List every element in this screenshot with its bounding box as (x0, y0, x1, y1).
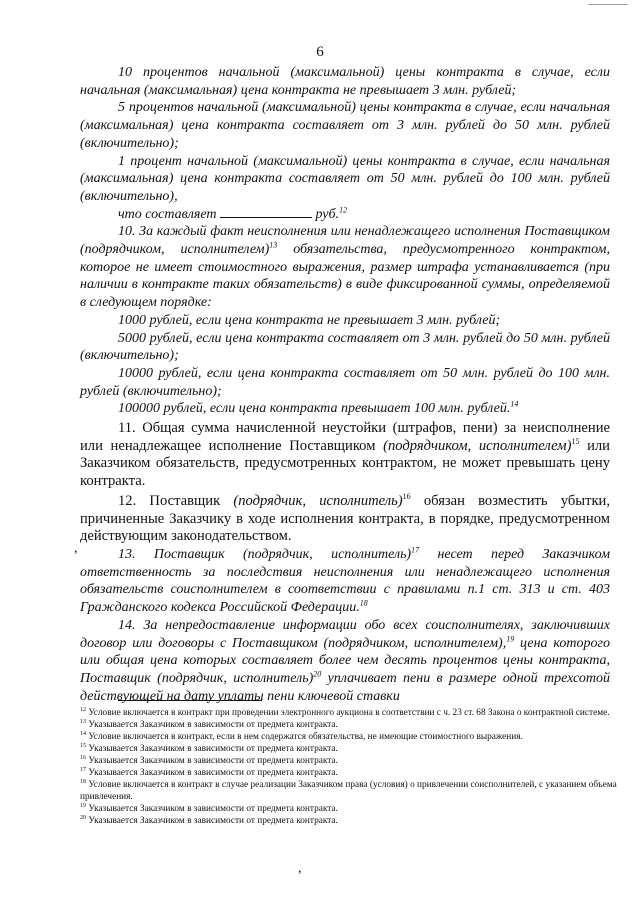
footnote (80, 755, 620, 767)
footnote (80, 779, 620, 803)
clause-12-italic: (подрядчик, исполнитель) (233, 492, 403, 509)
document-body (80, 64, 610, 705)
footnote (80, 731, 620, 743)
clause-11-part-a: 11. Общая сумма начисленной неустойки (штрафов, пени) за неисполнение или ненадлежащее исполнение Поставщиком (80, 420, 610, 454)
footnote-separator (118, 700, 262, 701)
footnote (80, 743, 620, 755)
footnote-number: 16 (80, 754, 86, 761)
scan-edge-mark (588, 4, 628, 5)
clause-penalty-1pct: 1 процент начальной (максимальной) цены контракта в случае, если начальная (максимальная) цена контракта составляет от 50 млн. рублей до 100 млн. рублей (включительно), (80, 153, 610, 204)
clause-12-part-a: 12. Поставщик (118, 492, 234, 509)
clause-12-part-b: обязан возместить убытки, причиненные Заказчику в ходе исполнения контракта, в порядке, предусмотренном действующим законодательством. (80, 492, 611, 545)
clause-12 (80, 493, 610, 546)
clause-penalty-10pct: 10 процентов начальной (максимальной) цены контракта в случае, если начальная (максимальная) цена контракта не превышает 3 млн. рублей; (80, 65, 610, 98)
footnote-number: 17 (80, 766, 86, 773)
footnote-ref: 19 (506, 633, 515, 643)
fine-item: 10000 рублей, если цена контракта составляет от 50 млн. рублей до 100 млн. рублей (включительно); (80, 365, 610, 399)
footnote-text: Условие включается в контракт при проведении электронного аукциона в соответствии с ч. 23 ст. 68 Закона о контрактной системе. (88, 708, 610, 718)
footnote-text: Указывается Заказчиком в зависимости от предмета контракта. (88, 768, 338, 778)
footnote-ref: 13 (269, 240, 278, 250)
clause-10-part-b: обязательства, предусмотренного контрактом, которое не имеет стоимостного выражения, размер штрафа устанавливается (при наличии в контракте таких обязательств) в виде фиксированной суммы, определяемой в следующем порядке: (80, 242, 610, 311)
fine-item-last (80, 400, 610, 418)
clause-10 (80, 223, 610, 312)
clause-13-part-b: несет перед Заказчиком ответственность за последствия неисполнения или ненадлежащего исполнения обязательств соисполнителем в соответствии с правилами п.1 ст. 313 и ст. 403 Гражданского кодекса Российской Федерации. (80, 546, 610, 616)
clause-13-part-a: 13. Поставщик (подрядчик, исполнитель) (118, 546, 412, 562)
footnote-number: 12 (80, 706, 86, 713)
clause-13 (80, 546, 610, 617)
footnote-text: Условие включается в контракт, если в нем содержатся обязательства, не имеющие стоимостного выражения. (88, 732, 523, 742)
footnote (80, 767, 620, 779)
footnote-ref: 17 (411, 545, 420, 555)
footnote (80, 815, 620, 827)
footnote-number: 18 (80, 778, 86, 785)
footnote-number: 13 (80, 718, 86, 725)
footnote (80, 719, 620, 731)
footnote-number: 15 (80, 742, 86, 749)
footnote-ref: 14 (510, 399, 519, 409)
clause-14-part-b: цена которого или общая цена которых составляет более чем десять процентов цены контракта, Поставщик (подрядчик, исполнитель) (80, 635, 610, 686)
footnote-text: Указывается Заказчиком в зависимости от предмета контракта. (88, 744, 338, 754)
footnote-text: Указывается Заказчиком в зависимости от предмета контракта. (88, 720, 338, 730)
clause-10-part-a: 10. За каждый факт неисполнения или ненадлежащего исполнения Поставщиком (подрядчиком, исполнителем) (80, 224, 610, 258)
clause-penalty-5pct: 5 процентов начальной (максимальной) цены контракта в случае, если начальная (максимальная) цена контракта составляет от 3 млн. рублей до 50 млн. рублей (включительно); (80, 100, 610, 151)
amount-blank-field (220, 206, 312, 218)
footnote-text: Указывается Заказчиком в зависимости от предмета контракта. (88, 816, 338, 826)
amount-line-after: руб. (311, 206, 340, 222)
amount-line-before: что составляет (118, 206, 220, 222)
footnote-ref: 12 (339, 204, 348, 214)
footnote-ref: 15 (571, 436, 580, 446)
clause-14-part-c: уплачивает пени в размере одной трехсотой действующей на дату уплаты пени ключевой ставки (80, 670, 610, 704)
footnote (80, 707, 620, 719)
footnote-number: 19 (80, 802, 86, 809)
clause-14-part-a: 14. За непредоставление информации обо всех соисполнителях, заключивших договор или договоры с Поставщиком (подрядчиком, исполнителем), (80, 617, 610, 651)
clause-11-part-b: или Заказчиком обязательств, предусмотренных контрактом, не может превышать цену контракта. (80, 437, 610, 490)
footnote-text: Указывается Заказчиком в зависимости от предмета контракта. (88, 756, 338, 766)
amount-line (80, 206, 610, 224)
fine-item: 5000 рублей, если цена контракта составляет от 3 млн. рублей до 50 млн. рублей (включительно); (80, 330, 610, 364)
footnote-text: Условие включается в контракт в случае реализации Заказчиком права (условия) о привлечении соисполнителей, с указанием объема привлечения. (80, 780, 617, 802)
fine-last-text: 100000 рублей, если цена контракта превышает 100 млн. рублей. (118, 401, 511, 417)
scan-bottom-mark: , (298, 861, 302, 876)
footnote-ref: 18 (359, 598, 368, 608)
footnote-number: 14 (80, 730, 86, 737)
footnote-ref: 20 (313, 669, 322, 679)
footnote (80, 803, 620, 815)
clause-11-italic: (подрядчиком, исполнителем) (383, 437, 572, 454)
fine-item: 1000 рублей, если цена контракта не превышает 3 млн. рублей; (118, 312, 501, 328)
footnote-number: 20 (80, 814, 86, 821)
scan-dot-mark: , (74, 541, 78, 556)
clause-11 (80, 420, 610, 491)
clause-14 (80, 617, 610, 706)
footnote-ref: 16 (402, 492, 411, 502)
page-number: 6 (316, 44, 324, 60)
footnote-text: Указывается Заказчиком в зависимости от предмета контракта. (88, 804, 338, 814)
footnotes (80, 707, 620, 827)
